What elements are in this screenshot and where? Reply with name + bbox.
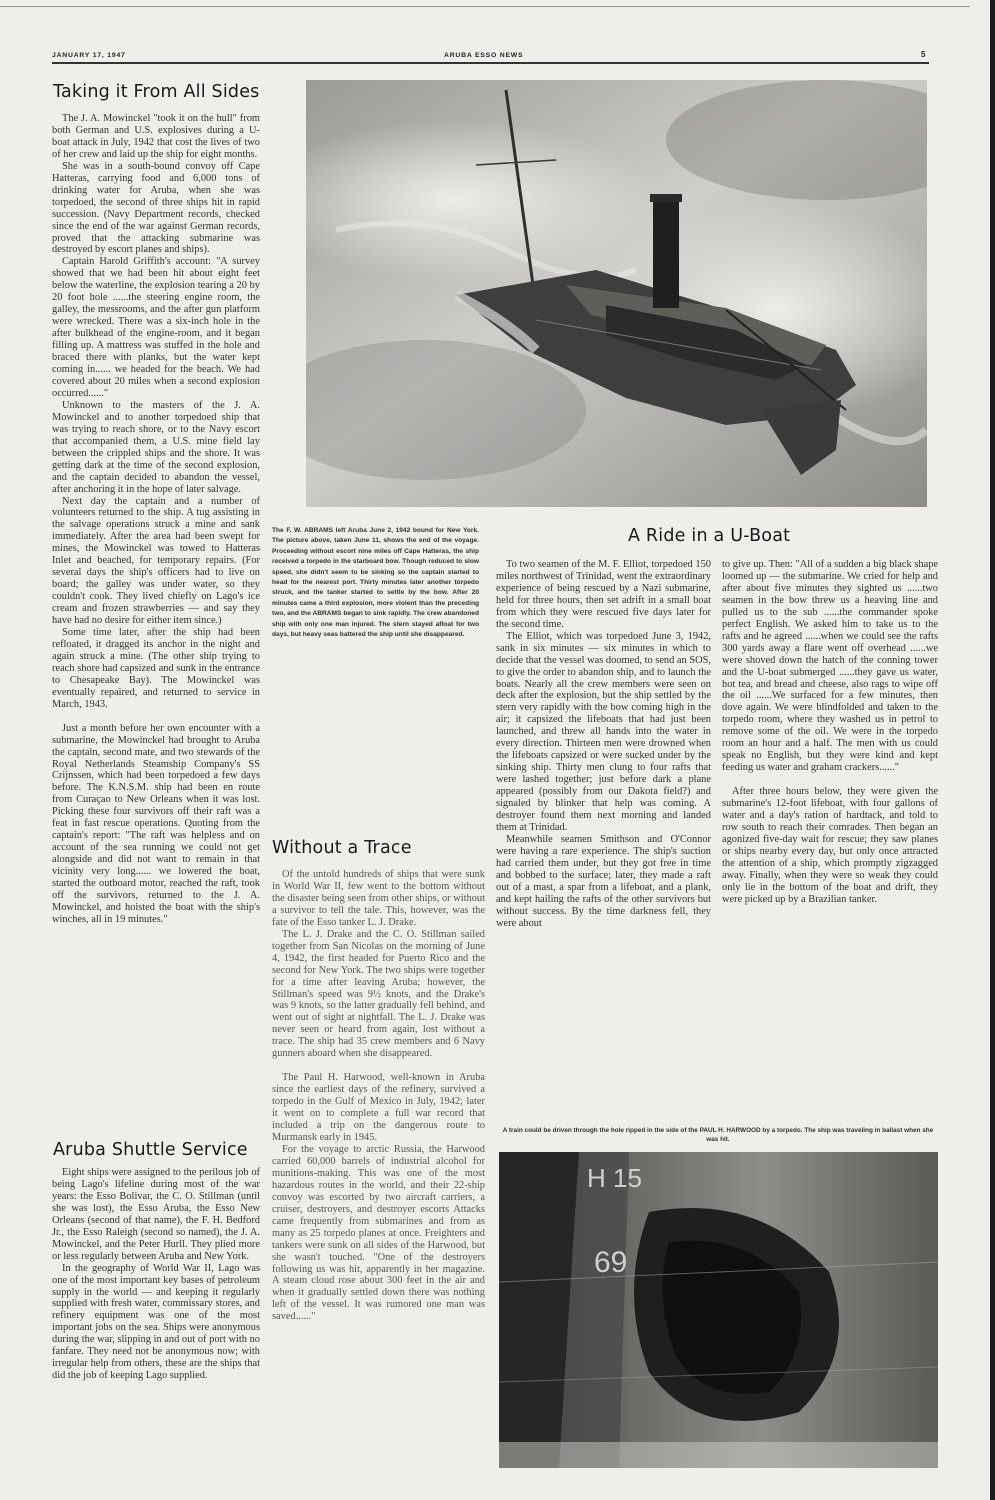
- hull-damage-illustration: [499, 1152, 938, 1468]
- hull-mark-number: 69: [594, 1246, 628, 1279]
- paragraph: She was in a south-bound convoy off Cape Hatteras, carrying food and 6,000 tons of drinking water for Aruba, when she was torpedoed, the second of three ships hit in rapid succession. (Navy Department records, checked since the end of the war against German records, proved that the attacking submarine was destroyed by escort planes and ships).: [52, 160, 260, 256]
- paragraph: Meanwhile seamen Smithson and O'Connor were having a rare experience. The ship's suction had carried them under, but they got free in time and bobbed to the surface; later, they made a raft out of a mast, a spar from a lifeboat, and a plank, and kept hailing the rafts of the other survivors but without success. By the time darkness fell, they were about: [496, 833, 711, 929]
- paragraph: After three hours below, they were given the submarine's 12-foot lifeboat, with four gallons of water and a day's ration of hardtack, and told to row south to reach their comrades. Then began an agonized five-day wait for rescue; they saw planes or ships nearby every day, but only once attracted the attention of a ship, which promptly zigzagged away. Finally, when they were so weak they could only lie in the bottom of the boat and drift, they were picked up by a Brazilian tanker.: [722, 786, 938, 905]
- paragraph: Some time later, after the ship had been refloated, it dragged its anchor in the night and again struck a mine. (The other ship trying to reach shore had capsized and sunk in the entrance to Chesapeake Bay). The Mowinckel was eventually repaired, and returned to service in March, 1943.: [52, 626, 260, 710]
- headline-taking-it-from-all-sides: Taking it From All Sides: [53, 82, 260, 102]
- photo-caption-harwood: A train could be driven through the hole ripped in the side of the PAUL H. HARWOOD by a torpedo. The ship was traveling in ballast when she was hit.: [502, 1127, 934, 1143]
- photo-sinking-tanker-abrams: [306, 80, 927, 507]
- header-rule: [52, 62, 929, 64]
- paragraph: The J. A. Mowinckel "took it on the hull" from both German and U.S. explosives during a U-boat attack in July, 1942 that cost the lives of two of her crew and laid up the ship for eight months.: [52, 113, 260, 160]
- paragraph: For the voyage to arctic Russia, the Harwood carried 60,000 barrels of industrial alcohol for munitions-making. This was one of the most hazardous routes in the world, and their 22-ship convoy was escorted by two aircraft carriers, a cruiser, destroyers, and destroyer escorts Attacks came frequently from submarines and from as many as 25 torpedo planes at once. Freighters and tankers were sunk on all sides of the Harwood, but she wasn't touched. "One of the destroyers following us was hit, apparently in her magazine. A steam cloud rose about 300 feet in the air and when it gradually settled down there was nothing left of the vessel. It was rumored one man was saved......": [272, 1143, 485, 1323]
- headline-without-a-trace: Without a Trace: [272, 838, 412, 858]
- paragraph: Captain Harold Griffith's account: "A survey showed that we had been hit about eight feet below the waterline, the explosion tearing a 20 by 20 foot hole ......the steering engine room, the galley, the messrooms, and the after gun platform were wrecked. There was a six-inch hole in the after bulkhead of the engine-room, and it began filling up. A mattress was stuffed in the hole and braced there with planks, but the water kept coming in...... we headed for the beach. We had covered about 20 miles when a second explosion occurred......": [52, 256, 260, 399]
- sinking-ship-illustration: [306, 80, 927, 507]
- headline-aruba-shuttle-service: Aruba Shuttle Service: [53, 1140, 248, 1160]
- article-without-a-trace: [272, 869, 485, 1323]
- paragraph: to give up. Then: "All of a sudden a big black shape loomed up — the submarine. We cried for help and after about five minutes they sighted us ......two seamen in the bow threw us a heaving line and pulled us to the sub ......the commander spoke perfect English. We asked him to take us to the rafts and he agreed ......when we could see the rafts 300 yards away a flare went off overhead ......we were shoved down the hatch of the conning tower and the U-boat submerged ......they gave us water, hot tea, and bread and cheese, also rags to wipe off the oil ......We surfaced for a few minutes, then dove again. We were blindfolded and taken to the torpedo room, where they washed us in petrol to remove some of the oil. We were in the torpedo room an hour and a half. The men with us could speak no English, but they were kind and kept feeding us water and graham crackers......": [722, 559, 938, 774]
- paragraph: To two seamen of the M. F. Elliot, torpedoed 150 miles northwest of Trinidad, went the extraordinary experience of being rescued by a Nazi submarine, held for three hours, then set adrift in a small boat from which they were rescued five days later for the second time.: [496, 559, 711, 630]
- newspaper-name: ARUBA ESSO NEWS: [444, 52, 524, 59]
- headline-a-ride-in-a-u-boat: A Ride in a U-Boat: [628, 526, 791, 546]
- paragraph: The Paul H. Harwood, well-known in Aruba since the earliest days of the refinery, survived a torpedo in the Gulf of Mexico in July, 1942; later it went on to complete a full war record that included a trip on the dangerous route to Murmansk early in 1945.: [272, 1072, 485, 1144]
- scan-edge: [990, 0, 995, 1500]
- article-a-ride-in-a-u-boat-continued: [722, 559, 938, 906]
- paragraph: Just a month before her own encounter with a submarine, the Mowinckel had brought to Aruba the captain, second mate, and two stewards of the Royal Netherlands Steamship Company's SS Crijnssen, which had been torpedoed a few days before. The K.N.S.M. ship had been en route from Curaçao to New Orleans when it was lost. Picking these four survivors off their raft was a feat in fast rescue operations. Quoting from the captain's report: "The raft was helpless and on account of the sea running we could not get alongside and did not want to remain in that vicinity very long...... we lowered the boat, started the outboard motor, reached the raft, took off the survivors, returned to the J. A. Mowinckel, and hoisted the boat with the ship's winches, all in 19 minutes.": [52, 722, 260, 925]
- photo-caption-abrams: The F. W. ABRAMS left Aruba June 2, 1942 bound for New York. The picture above, taken June 11, shows the end of the voyage. Proceeding without escort nine miles off Cape Hatteras, the ship received a torpedo in the starboard bow. Though reduced to slow speed, she didn't seem to be sinking so the captain started to head for the nearest port. Thirty minutes later another torpedo struck, and the tanker started to settle by the bow. After 20 minutes came a third explosion, more violent than the preceding two, and the ABRAMS began to sink rapidly. The crew abandoned ship with only one man injured. The stern stayed afloat for two days, but heavy seas battered the ship until she disappeared.: [272, 527, 479, 639]
- photo-harwood-hull-damage: [499, 1152, 938, 1468]
- article-taking-it-from-all-sides: [52, 113, 260, 926]
- paragraph: Eight ships were assigned to the perilous job of being Lago's lifeline during most of the war years: the Esso Bolivar, the C. O. Stillman (until she was lost), the Esso Aruba, the Esso New Orleans (second of that name), the F. H. Bedford Jr., the Esso Raleigh (second so named), the J. A. Mowinckel, and the Peter Hurll. They plied more or less regularly between Aruba and New York.: [52, 1167, 260, 1262]
- issue-date: JANUARY 17, 1947: [52, 52, 126, 59]
- paragraph: In the geography of World War II, Lago was one of the most important key bases of petroleum supply in the world — and keeping it regularly supplied with fresh water, commissary stores, and refinery equipment was one of the most important jobs on the sea. Ships were anonymous during the war, slipping in and out of port with no fanfare. They need not be anonymous now; with irregular help from others, these are the ships that did the job of keeping Lago supplied.: [52, 1262, 260, 1382]
- article-aruba-shuttle-service: [52, 1167, 260, 1382]
- article-a-ride-in-a-u-boat: [496, 559, 711, 930]
- scan-top-line: [0, 6, 970, 7]
- paragraph: The L. J. Drake and the C. O. Stillman sailed together from San Nicolas on the morning of June 4, 1942, the first headed for Puerto Rico and the second for New York. The two ships were together for a time after leaving Aruba; however, the Stillman's speed was 9½ knots, and the Drake's was 9 knots, so the latter gradually fell behind, and went out of sight at nightfall. The L. J. Drake was never seen or heard from again, lost without a trace. The ship had 35 crew members and 6 Navy gunners aboard when she disappeared.: [272, 928, 485, 1060]
- hull-mark-upper: H 15: [587, 1163, 642, 1193]
- paragraph: Of the untold hundreds of ships that were sunk in World War II, few went to the bottom without the disaster being seen from other ships, or without a survivor to tell the tale. This, however, was the fate of the Esso tanker L. J. Drake.: [272, 869, 485, 928]
- paragraph: The Elliot, which was torpedoed June 3, 1942, sank in six minutes — six minutes in which to decide that the vessel was doomed, to send an SOS, to give the order to abandon ship, and to launch the boats. Nearly all the crew members were seen on deck after the explosion, but the ship settled by the stern very rapidly with the bow coming high in the air; it capsized the lifeboats that had just been launched, and threw all hands into the water in every direction. Thirteen men were drowned when the lifeboats capsized or were sucked under by the sinking ship. Thirty men clung to four rafts that were lashed together; just before dark a plane appeared (possibly from our Dakota field?) and signaled by blinker that help was coming. A destroyer found them next morning and landed them at Trinidad.: [496, 630, 711, 833]
- paragraph: Next day the captain and a number of volunteers returned to the ship. A tug assisting in the salvage operations struck a mine and sank immediately. After the area had been swept for mines, the Mowinckel was towed to Hatteras Inlet and beached, for temporary repairs. (For several days the ship's officers had to live on board; the galley was under water, so they couldn't cook. They lived chiefly on Lago's ice cream and frozen strawberries — and say they have had no desire for either item since.): [52, 495, 260, 627]
- paragraph: Unknown to the masters of the J. A. Mowinckel and to another torpedoed ship that was trying to reach shore, or to the Navy escort that accompanied them, a U.S. mine field lay between the crippled ships and the shore. It was getting dark at the time of the second explosion, and the captain decided to abandon the vessel, after anchoring it in the hope of later salvage.: [52, 399, 260, 495]
- page-number: 5: [921, 50, 927, 59]
